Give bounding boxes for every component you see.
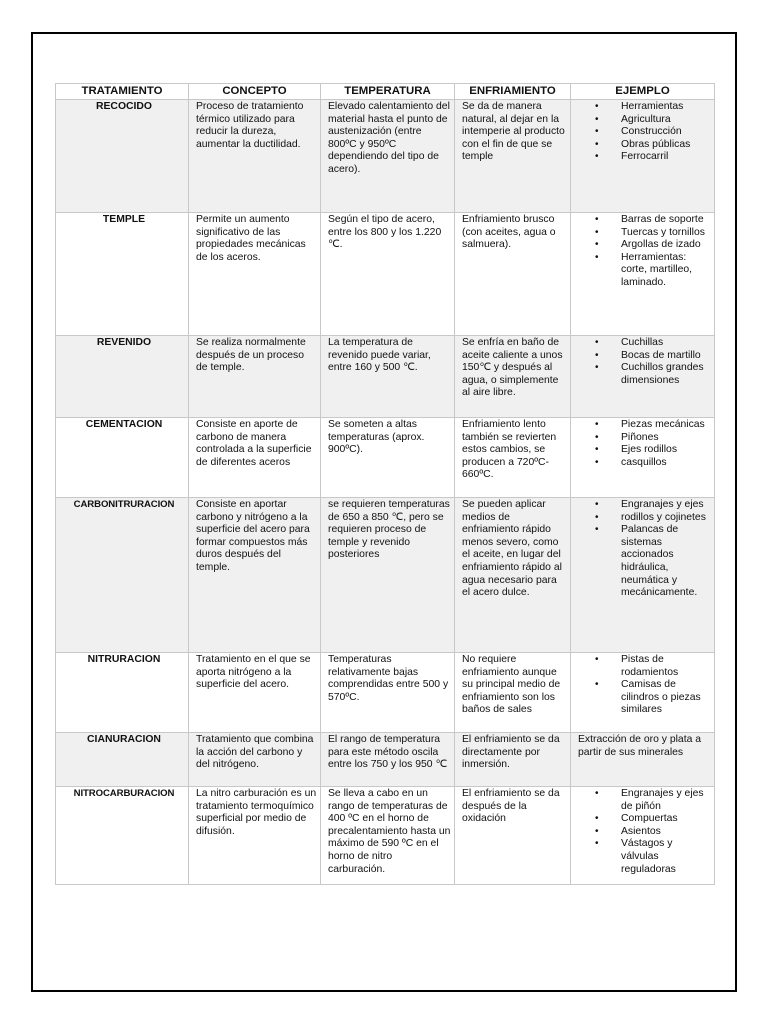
ejemplo-list [578, 654, 711, 717]
ejemplo-list [578, 419, 711, 469]
list-item: • Palancas de sistemas accionados hidráulica, neumática y mecánicamente. [621, 524, 711, 600]
table-row [56, 787, 715, 885]
temperatura-cell: Temperaturas relativamente bajas comprendidas entre 500 y 570ºC. [321, 653, 455, 733]
treatment-name: CARBONITRURACION [56, 498, 189, 653]
concepto-cell: Permite un aumento significativo de las propiedades mecánicas de los aceros. [189, 213, 321, 336]
concepto-cell: Proceso de tratamiento térmico utilizado para reducir la dureza, aumentar la ductilidad. [189, 100, 321, 213]
temperatura-cell: La temperatura de revenido puede variar, entre 160 y 500 ℃. [321, 336, 455, 418]
concepto-cell: Se realiza normalmente después de un proceso de temple. [189, 336, 321, 418]
temperatura-cell: Según el tipo de acero, entre los 800 y los 1.220 ℃. [321, 213, 455, 336]
header-ejemplo: EJEMPLO [571, 84, 715, 100]
treatment-table [55, 83, 715, 885]
ejemplo-cell [571, 498, 715, 653]
treatment-name: NITROCARBURACION [56, 787, 189, 885]
treatment-name: REVENIDO [56, 336, 189, 418]
enfriamiento-cell: El enfriamiento se da después de la oxidación [455, 787, 571, 885]
table-row [56, 100, 715, 213]
list-item: • Tuercas y tornillos [621, 227, 711, 240]
list-item: • Piezas mecánicas [621, 419, 711, 432]
concepto-cell: Tratamiento en el que se aporta nitrógeno a la superficie del acero. [189, 653, 321, 733]
table-row [56, 213, 715, 336]
ejemplo-list [578, 499, 711, 600]
table-row [56, 336, 715, 418]
list-item: • Pistas de rodamientos [621, 654, 711, 679]
list-item: • Ejes rodillos [621, 444, 711, 457]
ejemplo-cell: Extracción de oro y plata a partir de sus minerales [571, 733, 715, 787]
ejemplo-cell [571, 653, 715, 733]
ejemplo-cell [571, 336, 715, 418]
ejemplo-list [578, 788, 711, 876]
list-item: • Obras públicas [621, 139, 711, 152]
enfriamiento-cell: Se pueden aplicar medios de enfriamiento rápido menos severo, como el aceite, en lugar del enfriamiento rápido al agua necesario para el acero dulce. [455, 498, 571, 653]
temperatura-cell: Se someten a altas temperaturas (aprox. 900ºC). [321, 418, 455, 498]
enfriamiento-cell: Enfriamiento brusco (con aceites, agua o salmuera). [455, 213, 571, 336]
table-row [56, 653, 715, 733]
list-item: • Engranajes y ejes [621, 499, 711, 512]
header-tratamiento: TRATAMIENTO [56, 84, 189, 100]
list-item: • Asientos [621, 826, 711, 839]
list-item: • Camisas de cilindros o piezas similares [621, 679, 711, 717]
list-item: • casquillos [621, 457, 711, 470]
treatment-name: CEMENTACION [56, 418, 189, 498]
list-item: • Compuertas [621, 813, 711, 826]
list-item: • Bocas de martillo [621, 350, 711, 363]
treatment-name: TEMPLE [56, 213, 189, 336]
list-item: • Barras de soporte [621, 214, 711, 227]
ejemplo-cell [571, 100, 715, 213]
temperatura-cell: se requieren temperaturas de 650 a 850 ℃, pero se requieren proceso de temple y revenido posteriores [321, 498, 455, 653]
treatment-name: CIANURACION [56, 733, 189, 787]
ejemplo-list [578, 214, 711, 290]
temperatura-cell: Elevado calentamiento del material hasta el punto de austenización (entre 800ºC y 950ºC dependiendo del tipo de acero). [321, 100, 455, 213]
ejemplo-list [578, 101, 711, 164]
ejemplo-cell [571, 213, 715, 336]
header-concepto: CONCEPTO [189, 84, 321, 100]
concepto-cell: La nitro carburación es un tratamiento termoquímico superficial por medio de difusión. [189, 787, 321, 885]
concepto-cell: Consiste en aportar carbono y nitrógeno a la superficie del acero para formar compuestos más duros después del temple. [189, 498, 321, 653]
list-item: • Argollas de izado [621, 239, 711, 252]
list-item: • Ferrocarril [621, 151, 711, 164]
list-item: • Piñones [621, 432, 711, 445]
enfriamiento-cell: Se da de manera natural, al dejar en la intemperie al producto con el fin de que se temple [455, 100, 571, 213]
ejemplo-cell [571, 418, 715, 498]
header-temperatura: TEMPERATURA [321, 84, 455, 100]
list-item: • Engranajes y ejes de piñón [621, 788, 711, 813]
temperatura-cell: Se lleva a cabo en un rango de temperaturas de 400 ºC en el horno de precalentamiento hasta un máximo de 590 ºC en el horno de nitro carburación. [321, 787, 455, 885]
enfriamiento-cell: No requiere enfriamiento aunque su principal medio de enfriamiento son los baños de sales [455, 653, 571, 733]
treatment-name: RECOCIDO [56, 100, 189, 213]
list-item: • rodillos y cojinetes [621, 512, 711, 525]
enfriamiento-cell: Enfriamiento lento también se revierten estos cambios, se producen a 720ºC-660ºC. [455, 418, 571, 498]
ejemplo-cell [571, 787, 715, 885]
table-row [56, 733, 715, 787]
list-item: • Agricultura [621, 114, 711, 127]
enfriamiento-cell: Se enfría en baño de aceite caliente a unos 150℃ y después al agua, o simplemente al aire libre. [455, 336, 571, 418]
table-row [56, 498, 715, 653]
list-item: • Cuchillas [621, 337, 711, 350]
list-item: • Cuchillos grandes dimensiones [621, 362, 711, 387]
header-enfriamiento: ENFRIAMIENTO [455, 84, 571, 100]
temperatura-cell: El rango de temperatura para este método oscila entre los 750 y los 950 ℃ [321, 733, 455, 787]
list-item: • Construcción [621, 126, 711, 139]
concepto-cell: Tratamiento que combina la acción del carbono y del nitrógeno. [189, 733, 321, 787]
treatment-name: NITRURACION [56, 653, 189, 733]
concepto-cell: Consiste en aporte de carbono de manera controlada a la superficie de diferentes aceros [189, 418, 321, 498]
list-item: • Vástagos y válvulas reguladoras [621, 838, 711, 876]
table-row [56, 418, 715, 498]
enfriamiento-cell: El enfriamiento se da directamente por inmersión. [455, 733, 571, 787]
ejemplo-list [578, 337, 711, 387]
list-item: • Herramientas: corte, martilleo, laminado. [621, 252, 711, 290]
list-item: • Herramientas [621, 101, 711, 114]
table-header-row [56, 84, 715, 100]
